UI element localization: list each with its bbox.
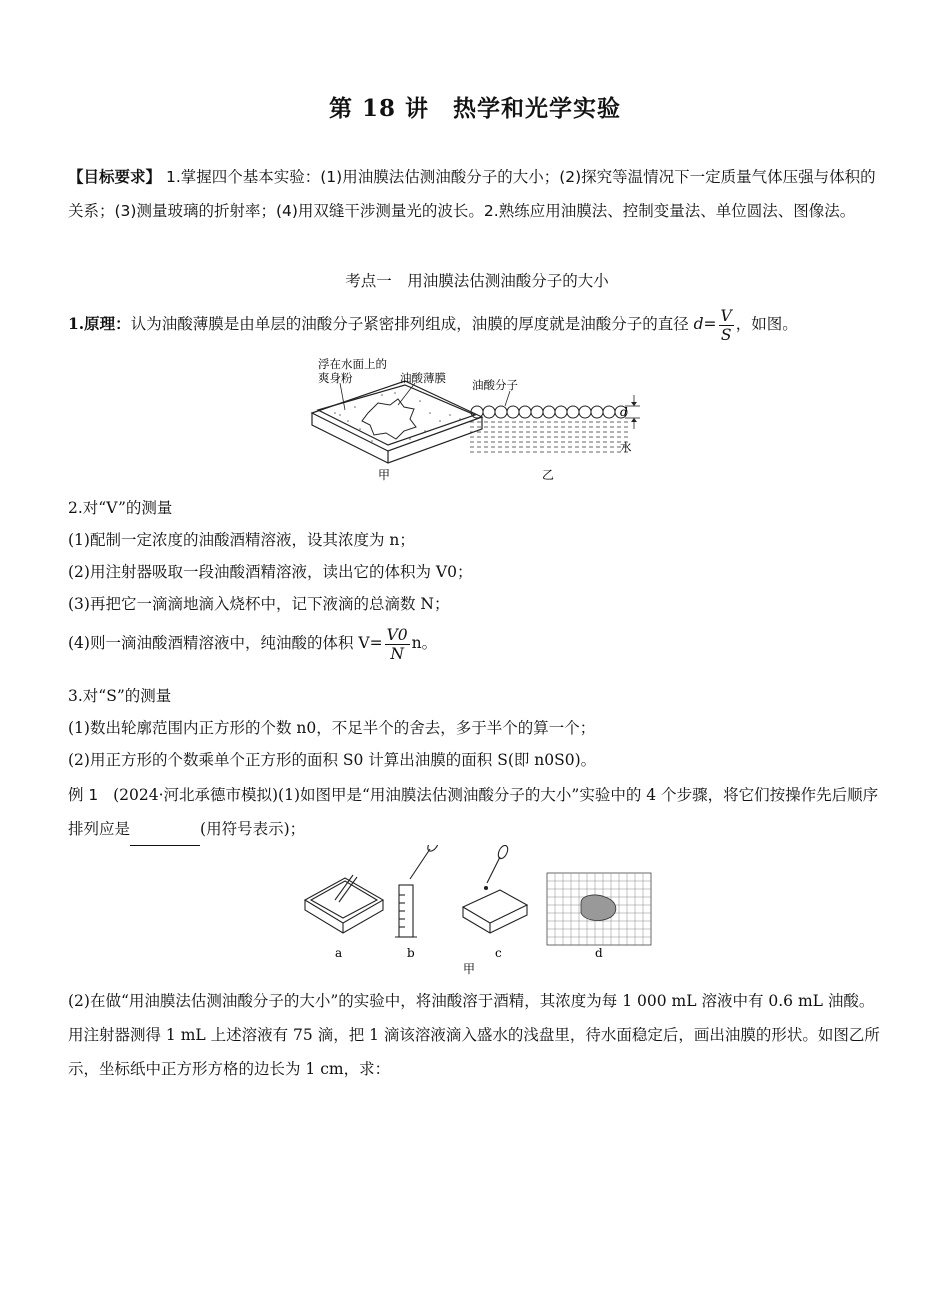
principle-formula-lhs: d= — [693, 315, 717, 333]
caption-yi: 乙 — [542, 468, 555, 482]
step-a-illustration — [305, 875, 383, 933]
s-step-2: (2)用正方形的个数乘单个正方形的面积 S0 计算出油膜的面积 S(即 n0S0)。 — [68, 751, 597, 769]
goal-tag: 【目标要求】 — [68, 168, 162, 186]
label-powder: 浮在水面上的 — [318, 357, 387, 371]
label-molecule: 油酸分子 — [472, 378, 518, 392]
step-c-illustration — [463, 845, 527, 933]
v-fraction — [385, 626, 410, 663]
goal-paragraph — [68, 160, 886, 228]
v-step-4-tail: n。 — [411, 634, 438, 652]
example-question-2: (2)在做“用油膜法估测油酸分子的大小”的实验中，将油酸溶于酒精，其浓度为每 1 000 mL 溶液中有 0.6 mL 油酸。用注射器测得 1 mL 上述溶液有 75 滴，把 1 滴该溶液滴入盛水的浅盘里，待水面稳定后，画出油膜的形状。如图乙所示，坐标纸中正方形方格的边长为 1 cm，求： — [68, 992, 880, 1078]
example-question-1 — [68, 778, 886, 846]
caption-a: a — [335, 946, 343, 960]
tray-illustration — [312, 381, 482, 463]
principle-text: 认为油酸薄膜是由单层的油酸分子紧密排列组成，油膜的厚度就是油酸分子的直径 — [130, 315, 694, 333]
v-step-2: (2)用注射器吸取一段油酸酒精溶液，读出它的体积为 V0； — [68, 563, 473, 581]
example-source: (2024·河北承德市模拟) — [113, 786, 279, 804]
caption-jia-2: 甲 — [463, 962, 476, 976]
example-q1-pre: (1)如图甲是“用油膜法估测油酸分子的大小”实验中的 4 个步骤，将它们按操作先后顺序排列应是 — [68, 786, 879, 838]
oil-film-figure — [300, 355, 650, 485]
principle-tail: ，如图。 — [735, 315, 798, 333]
v-measure-block — [68, 492, 886, 666]
step-d-grid — [547, 873, 651, 945]
caption-b: b — [407, 946, 415, 960]
page-title: 第 18 讲 热学和光学实验 — [328, 95, 622, 122]
experiment-steps-figure — [295, 845, 665, 980]
v-step-4 — [68, 620, 886, 666]
answer-blank[interactable] — [130, 827, 200, 846]
molecule-illustration — [470, 391, 640, 452]
section-title: 考点一 用油膜法估测油酸分子的大小 — [345, 272, 609, 290]
goal-text: 1.掌握四个基本实验：(1)用油膜法估测油酸分子的大小；(2)探究等温情况下一定质量气体压强与体积的关系；(3)测量玻璃的折射率；(4)用双缝干涉测量光的波长。2.熟练应用油膜法、控制变量法、单位圆法、图像法。 — [68, 168, 876, 220]
fraction-numerator: V — [720, 306, 732, 325]
s-measure-block — [68, 680, 886, 776]
caption-c: c — [495, 946, 502, 960]
v-fraction-numerator: V0 — [386, 625, 408, 644]
label-powder2: 爽身粉 — [318, 371, 353, 385]
v-heading: 2.对“V”的测量 — [68, 499, 173, 517]
example-q1-post: (用符号表示)； — [200, 820, 306, 838]
principle-label: 1.原理： — [68, 314, 131, 333]
label-water: 水 — [620, 440, 632, 454]
fraction-denominator: S — [720, 325, 732, 344]
principle-fraction — [719, 307, 734, 344]
v-step-1: (1)配制一定浓度的油酸酒精溶液，设其浓度为 n； — [68, 531, 415, 549]
principle-paragraph — [68, 304, 886, 344]
v-step-3: (3)再把它一滴滴地滴入烧杯中，记下液滴的总滴数 N； — [68, 595, 450, 613]
caption-jia: 甲 — [378, 468, 391, 482]
label-d: d — [620, 405, 628, 419]
v-fraction-denominator: N — [390, 644, 404, 663]
s-step-1: (1)数出轮廓范围内正方形的个数 n0，不足半个的舍去，多于半个的算一个； — [68, 719, 596, 737]
label-film: 油酸薄膜 — [400, 371, 446, 385]
example-label: 例 1 — [68, 786, 99, 804]
s-heading: 3.对“S”的测量 — [68, 687, 172, 705]
v-step-4-pre: (4)则一滴油酸酒精溶液中，纯油酸的体积 V= — [68, 634, 383, 652]
caption-d: d — [595, 946, 603, 960]
step-b-illustration — [395, 845, 440, 937]
